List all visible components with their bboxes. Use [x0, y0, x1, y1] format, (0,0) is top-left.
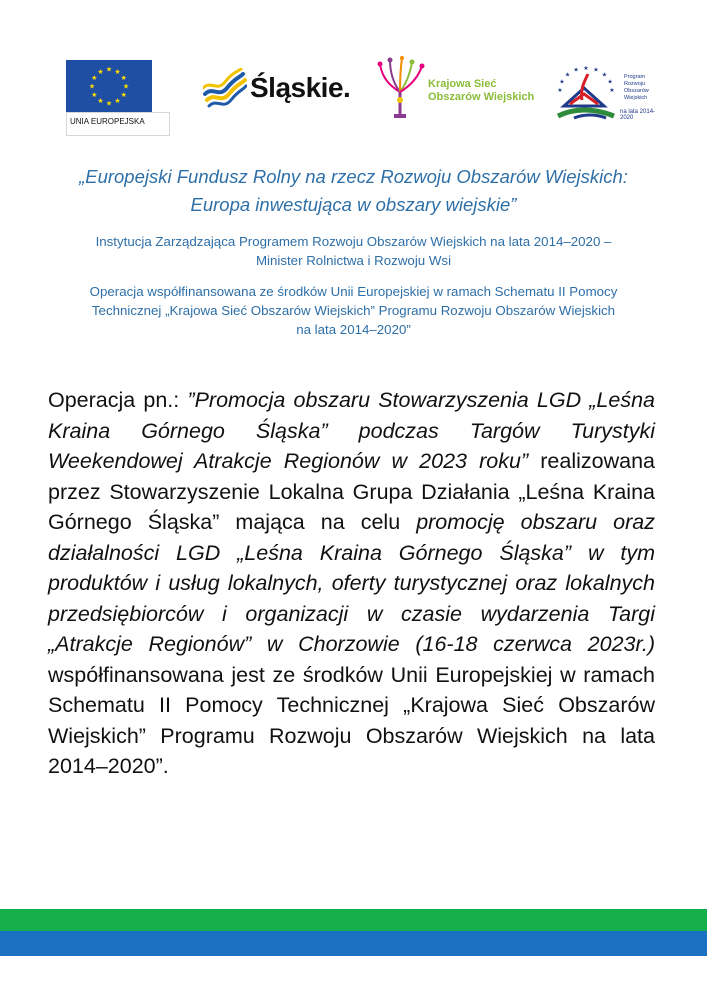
prow-wordmark: [624, 74, 649, 102]
prow-logo: [554, 60, 664, 124]
footer-stripe-green: [0, 909, 707, 931]
eu-star-icon: ★: [105, 100, 113, 108]
ksow-logo: [372, 56, 547, 122]
prow-star-icon: ★: [583, 66, 589, 72]
managing-authority: [40, 232, 667, 270]
eu-star-icon: ★: [105, 66, 113, 74]
slaskie-wave-icon: [203, 68, 247, 108]
prow-line1: Program: [624, 74, 646, 80]
logo-bar: [0, 0, 707, 145]
slaskie-wordmark: Śląskie.: [250, 72, 351, 103]
eu-star-icon: ★: [114, 98, 121, 106]
eu-logo: [66, 60, 170, 136]
operation-intro: Operacja pn.:: [48, 388, 188, 412]
cofinancing-note: [40, 282, 667, 339]
ksow-line2: Obszarów Wiejskich: [428, 91, 535, 103]
eu-star-icon: ★: [97, 68, 104, 76]
slaskie-logo: [203, 68, 353, 112]
eu-star-icon: ★: [120, 75, 127, 82]
ksow-wordmark: [428, 78, 534, 104]
prow-star-icon: ★: [557, 88, 563, 94]
ksow-tree-icon: [372, 56, 428, 122]
eu-star-icon: ★: [91, 92, 98, 99]
prow-star-icon: ★: [559, 79, 565, 86]
eu-caption: UNIA EUROPEJSKA: [66, 112, 170, 136]
managing-authority-line2: Minister Rolnictwa i Rozwoju Wsi: [255, 253, 452, 268]
fund-slogan: [40, 163, 667, 219]
fund-slogan-line1: „Europejski Fundusz Rolny na rzecz Rozwoju Obszarów Wiejskich:: [79, 166, 628, 187]
eu-star-icon: ★: [91, 75, 98, 82]
prow-years: na lata 2014-2020: [620, 109, 656, 121]
prow-star-icon: ★: [573, 67, 579, 74]
cofinancing-note-line3: na lata 2014–2020”: [296, 322, 411, 337]
eu-star-icon: ★: [122, 83, 130, 91]
eu-star-icon: ★: [114, 68, 121, 76]
operation-funding: współfinansowana jest ze środków Unii Europejskiej w ramach Schematu II Pomocy Technicznej „Krajowa Sieć Obszarów Wiejskich” Programu Rozwoju Obszarów Wiejskich na lata 2014–2020”.: [48, 662, 655, 778]
operation-title: ”Promocja obszaru Stowarzyszenia LGD „Leśna Kraina Górnego Śląska” podczas Targów Turystyki Weekendowej Atrakcje Regionów w 2023 roku”: [48, 388, 656, 473]
cofinancing-note-line2: Technicznej „Krajowa Sieć Obszarów Wiejskich” Programu Rozwoju Obszarów Wiejskich: [91, 303, 616, 318]
operation-implementer: realizowana przez Stowarzyszenie Lokalna Grupa Działania „Leśna Kraina Górnego Śląska” mająca na celu: [48, 449, 655, 534]
operation-description: [48, 385, 655, 782]
cofinancing-note-line1: Operacja współfinansowana ze środków Unii Europejskiej w ramach Schematu II Pomocy: [89, 284, 618, 299]
footer-stripe-blue: [0, 931, 707, 956]
ksow-line1: Krajowa Sieć: [428, 78, 497, 90]
prow-line2: Rozwoju: [624, 81, 646, 87]
prow-line4: Wiejskich: [624, 95, 648, 101]
fund-slogan-line2: Europa inwestująca w obszary wiejskie”: [190, 194, 517, 215]
eu-star-icon: ★: [88, 83, 96, 91]
eu-flag-icon: [66, 60, 152, 112]
prow-star-icon: ★: [607, 79, 613, 86]
eu-star-icon: ★: [120, 92, 127, 99]
prow-star-icon: ★: [609, 88, 615, 94]
prow-star-icon: ★: [601, 72, 608, 79]
prow-star-icon: ★: [593, 67, 599, 74]
managing-authority-line1: Instytucja Zarządzająca Programem Rozwoju Obszarów Wiejskich na lata 2014–2020 –: [95, 234, 612, 249]
prow-star-icon: ★: [564, 72, 571, 79]
prow-line3: Obszarów: [624, 88, 649, 94]
operation-goal: promocję obszaru oraz działalności LGD „Leśna Kraina Górnego Śląska” w tym produktów i usług lokalnych, oferty turystycznej oraz lokalnych przedsiębiorców i organizacji w czasie wydarzenia Targi „Atrakcje Regionów” w Chorzowie (16-18 czerwca 2023r.): [48, 510, 655, 656]
prow-emblem-icon: [554, 60, 620, 124]
eu-star-icon: ★: [97, 98, 104, 106]
